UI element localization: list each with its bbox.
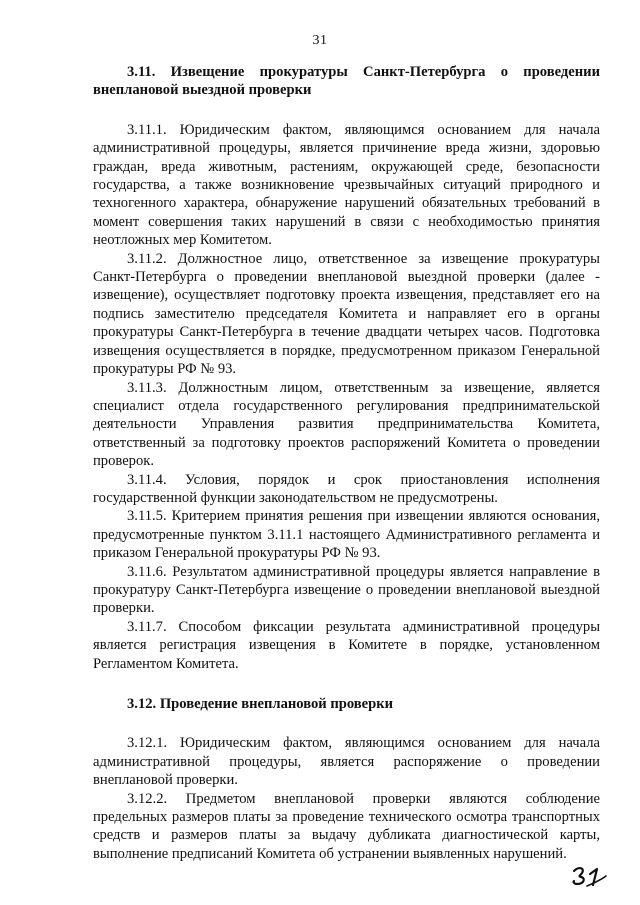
clause-3-11-6: 3.11.6. Результатом административной процедуры является направление в прокуратуру Санкт-Петербурга извещение о проведении внеплановой выездной проверки. [93,563,600,617]
clause-3-11-4: 3.11.4. Условия, порядок и срок приостановления исполнения государственной функции законодательством не предусмотрены. [93,471,600,506]
page-number: 31 [312,33,328,48]
section-heading-3-12: 3.12. Проведение внеплановой проверки [127,696,394,712]
clause-3-11-5: 3.11.5. Критерием принятия решения при извещении являются основания, предусмотренные пунктом 3.11.1 настоящего Административного регламента и приказом Генеральной прокуратуры РФ № 93. [93,508,600,562]
document-body [93,63,600,863]
clause-3-11-7: 3.11.7. Способом фиксации результата административной процедуры является регистрация извещения в Комитете в порядке, установленном Регламентом Комитета. [93,618,600,672]
clause-3-12-1: 3.12.1. Юридическим фактом, являющимся основанием для начала административной процедуры, является распоряжение о проведении внеплановой проверки. [93,735,600,789]
handwritten-page-mark-icon [570,865,608,887]
clause-3-12-2: 3.12.2. Предметом внеплановой проверки являются соблюдение предельных размеров платы за проведение технического осмотра транспортных средств и размеров платы за выдачу дубликата диагностической карты, выполнение предписаний Комитета об устранении выявленных нарушений. [93,790,600,862]
clause-3-11-2: 3.11.2. Должностное лицо, ответственное за извещение прокуратуры Санкт-Петербурга о проведении внеплановой выездной проверки (далее - извещение), осуществляет подготовку проекта извещения, представляет его на подпись заместителю председателя Комитета и направляет его в органы прокуратуры Санкт-Петербурга в течение двадцати четырех часов. Подготовка извещения осуществляется в порядке, предусмотренном приказом Генеральной прокуратуры РФ № 93. [93,250,600,378]
clause-3-11-3: 3.11.3. Должностным лицом, ответственным за извещение, является специалист отдела государственного регулирования предпринимательской деятельности Управления развития предпринимательства Комитета, ответственный за подготовку проектов распоряжений Комитета о проведении проверок. [93,379,600,470]
clause-3-11-1: 3.11.1. Юридическим фактом, являющимся основанием для начала административной процедуры, является причинение вреда жизни, здоровью граждан, вреда животным, растениям, окружающей среде, безопасности государства, а также возникновение чрезвычайных ситуаций природного и техногенного характера, обнаружение нарушений обязательных требований в момент совершения таких нарушений в связи с необходимостью принятия неотложных мер Комитетом. [93,121,600,249]
section-heading-3-11: 3.11. Извещение прокуратуры Санкт-Петербурга о проведении внеплановой выездной проверки [93,64,600,99]
